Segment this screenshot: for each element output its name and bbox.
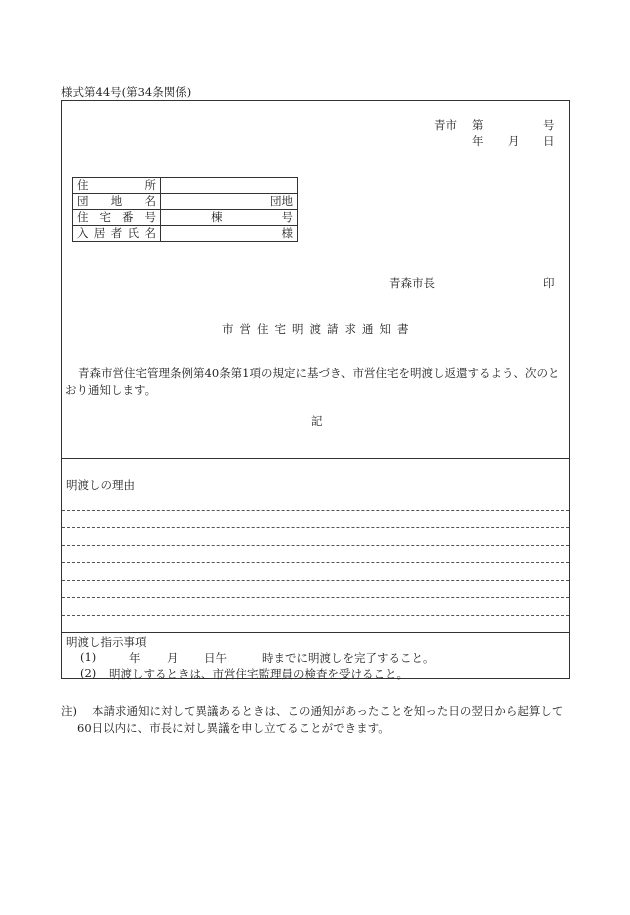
ki-label: 記 xyxy=(311,414,323,428)
form-number-label: 様式第44号(第34条関係) xyxy=(61,85,192,99)
resident-name-label: 入居者氏名 xyxy=(73,226,161,242)
instruction-1-text: 時までに明渡しを完了すること。 xyxy=(262,651,435,665)
instructions-label: 明渡し指示事項 xyxy=(66,635,147,649)
mayor-title: 青森市長 xyxy=(389,276,435,290)
table-row xyxy=(73,210,298,226)
address-label: 住 所 xyxy=(73,178,161,194)
reason-line[interactable] xyxy=(62,562,569,563)
instruction-1-year: 年 xyxy=(129,651,141,665)
room-suffix: 号 xyxy=(281,210,293,224)
date-month-label: 月 xyxy=(508,134,520,148)
number-prefix: 第 xyxy=(472,118,484,132)
document-title: 市営住宅明渡請求通知書 xyxy=(222,322,415,336)
note-prefix: 注) xyxy=(61,704,77,718)
housing-number-label: 住宅番号 xyxy=(73,210,161,226)
reason-label: 明渡しの理由 xyxy=(66,478,135,492)
note-line-2: 60日以内に、市長に対し異議を申し立てることができます。 xyxy=(77,721,390,735)
address-value[interactable] xyxy=(161,178,298,194)
section-divider xyxy=(61,458,570,459)
note-line-1: 本請求通知に対して異議あるときは、この通知があったことを知った日の翌日から起算して xyxy=(92,704,564,718)
instruction-1-day-ampm: 日午 xyxy=(204,651,227,665)
date-day-label: 日 xyxy=(543,134,555,148)
instruction-2-number: (2) xyxy=(80,666,97,680)
reason-line[interactable] xyxy=(62,597,569,598)
complex-name-value[interactable]: 団地 xyxy=(161,194,298,210)
table-row xyxy=(73,194,298,210)
instruction-1-number: (1) xyxy=(80,650,97,664)
table-row xyxy=(73,178,298,194)
date-year-label: 年 xyxy=(472,134,484,148)
reason-line[interactable] xyxy=(62,527,569,528)
number-suffix: 号 xyxy=(543,118,555,132)
instruction-2-text: 明渡しするときは、市営住宅監理員の検査を受けること。 xyxy=(109,667,408,681)
resident-info-table xyxy=(72,177,298,242)
issuer-label: 青市 xyxy=(434,118,457,132)
reason-line[interactable] xyxy=(62,615,569,616)
reason-line[interactable] xyxy=(62,510,569,511)
seal-mark: 印 xyxy=(543,276,555,290)
building-suffix: 棟 xyxy=(211,210,223,224)
complex-name-label: 団地名 xyxy=(73,194,161,210)
resident-name-value[interactable]: 様 xyxy=(161,226,298,242)
section-divider xyxy=(61,632,570,633)
instruction-1-month: 月 xyxy=(167,651,179,665)
table-row xyxy=(73,226,298,242)
body-line-2: おり通知します。 xyxy=(65,383,157,397)
reason-line[interactable] xyxy=(62,545,569,546)
body-line-1: 青森市営住宅管理条例第40条第1項の規定に基づき、市営住宅を明渡し返還するよう、次のと xyxy=(78,366,560,380)
housing-number-value[interactable] xyxy=(161,210,298,226)
reason-line[interactable] xyxy=(62,580,569,581)
